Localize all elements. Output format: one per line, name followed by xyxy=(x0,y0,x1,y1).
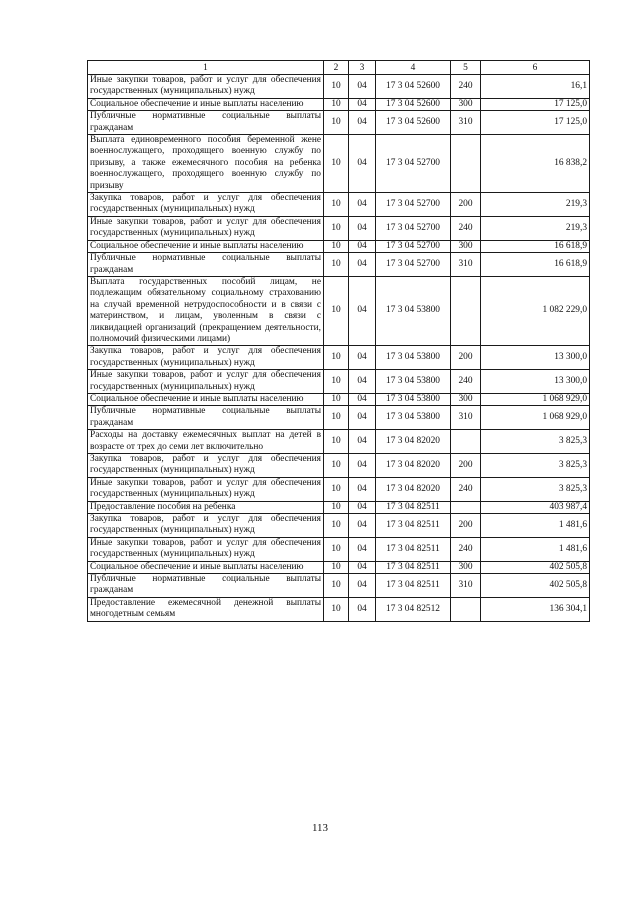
row-section: 10 xyxy=(324,276,349,345)
budget-table xyxy=(87,60,590,622)
row-section: 10 xyxy=(324,501,349,513)
row-section: 10 xyxy=(324,216,349,240)
row-name: Иные закупки товаров, работ и услуг для обеспечения государственных (муниципальных) нужд xyxy=(88,75,324,99)
row-target-article: 17 3 04 82511 xyxy=(376,574,451,598)
row-subsection: 04 xyxy=(349,514,376,538)
row-expense-type: 240 xyxy=(451,216,481,240)
row-subsection: 04 xyxy=(349,477,376,501)
row-target-article: 17 3 04 82511 xyxy=(376,561,451,573)
row-section: 10 xyxy=(324,406,349,430)
row-amount: 13 300,0 xyxy=(481,370,590,394)
row-amount: 17 125,0 xyxy=(481,111,590,135)
row-amount: 17 125,0 xyxy=(481,98,590,110)
row-expense-type xyxy=(451,430,481,454)
row-subsection: 04 xyxy=(349,561,376,573)
row-section: 10 xyxy=(324,514,349,538)
row-amount: 136 304,1 xyxy=(481,597,590,621)
row-amount: 403 987,4 xyxy=(481,501,590,513)
row-expense-type: 300 xyxy=(451,561,481,573)
row-subsection: 04 xyxy=(349,111,376,135)
row-target-article: 17 3 04 52600 xyxy=(376,111,451,135)
table-row xyxy=(88,537,590,561)
row-expense-type: 200 xyxy=(451,346,481,370)
row-section: 10 xyxy=(324,393,349,405)
row-amount: 1 481,6 xyxy=(481,537,590,561)
row-subsection: 04 xyxy=(349,406,376,430)
row-name: Иные закупки товаров, работ и услуг для обеспечения государственных (муниципальных) нужд xyxy=(88,537,324,561)
row-section: 10 xyxy=(324,370,349,394)
row-expense-type: 240 xyxy=(451,537,481,561)
row-amount: 1 068 929,0 xyxy=(481,393,590,405)
row-subsection: 04 xyxy=(349,430,376,454)
row-amount: 1 068 929,0 xyxy=(481,406,590,430)
row-amount: 1 481,6 xyxy=(481,514,590,538)
row-expense-type xyxy=(451,135,481,193)
table-row xyxy=(88,193,590,217)
row-section: 10 xyxy=(324,75,349,99)
table-row xyxy=(88,561,590,573)
table-row xyxy=(88,406,590,430)
row-name: Закупка товаров, работ и услуг для обеспечения государственных (муниципальных) нужд xyxy=(88,454,324,478)
row-name: Социальное обеспечение и иные выплаты населению xyxy=(88,393,324,405)
row-section: 10 xyxy=(324,574,349,598)
row-amount: 402 505,8 xyxy=(481,574,590,598)
row-amount: 1 082 229,0 xyxy=(481,276,590,345)
table-row xyxy=(88,393,590,405)
row-name: Публичные нормативные социальные выплаты гражданам xyxy=(88,574,324,598)
row-amount: 402 505,8 xyxy=(481,561,590,573)
row-section: 10 xyxy=(324,98,349,110)
row-target-article: 17 3 04 82512 xyxy=(376,597,451,621)
row-expense-type: 310 xyxy=(451,253,481,277)
row-target-article: 17 3 04 53800 xyxy=(376,276,451,345)
row-target-article: 17 3 04 82511 xyxy=(376,537,451,561)
row-section: 10 xyxy=(324,111,349,135)
row-section: 10 xyxy=(324,346,349,370)
row-subsection: 04 xyxy=(349,253,376,277)
row-target-article: 17 3 04 52600 xyxy=(376,75,451,99)
table-row xyxy=(88,501,590,513)
row-subsection: 04 xyxy=(349,537,376,561)
table-row xyxy=(88,597,590,621)
row-name: Иные закупки товаров, работ и услуг для обеспечения государственных (муниципальных) нужд xyxy=(88,370,324,394)
header-col-1: 1 xyxy=(88,61,324,75)
table-row xyxy=(88,98,590,110)
row-name: Закупка товаров, работ и услуг для обеспечения государственных (муниципальных) нужд xyxy=(88,346,324,370)
row-section: 10 xyxy=(324,240,349,252)
row-section: 10 xyxy=(324,477,349,501)
header-col-6: 6 xyxy=(481,61,590,75)
row-section: 10 xyxy=(324,561,349,573)
table-row xyxy=(88,216,590,240)
row-section: 10 xyxy=(324,135,349,193)
row-target-article: 17 3 04 53800 xyxy=(376,406,451,430)
row-name: Публичные нормативные социальные выплаты гражданам xyxy=(88,253,324,277)
row-name: Закупка товаров, работ и услуг для обеспечения государственных (муниципальных) нужд xyxy=(88,193,324,217)
row-subsection: 04 xyxy=(349,574,376,598)
row-name: Социальное обеспечение и иные выплаты населению xyxy=(88,98,324,110)
page-number: 113 xyxy=(311,822,329,834)
row-name: Расходы на доставку ежемесячных выплат на детей в возрасте от трех до семи лет включительно xyxy=(88,430,324,454)
row-expense-type: 300 xyxy=(451,393,481,405)
row-target-article: 17 3 04 52700 xyxy=(376,240,451,252)
table-row xyxy=(88,346,590,370)
header-col-4: 4 xyxy=(376,61,451,75)
row-subsection: 04 xyxy=(349,393,376,405)
row-expense-type: 200 xyxy=(451,514,481,538)
row-expense-type: 200 xyxy=(451,454,481,478)
row-subsection: 04 xyxy=(349,346,376,370)
table-row xyxy=(88,574,590,598)
table-row xyxy=(88,477,590,501)
row-expense-type: 240 xyxy=(451,477,481,501)
row-amount: 16 838,2 xyxy=(481,135,590,193)
row-name: Публичные нормативные социальные выплаты гражданам xyxy=(88,111,324,135)
row-subsection: 04 xyxy=(349,276,376,345)
row-amount: 13 300,0 xyxy=(481,346,590,370)
row-section: 10 xyxy=(324,253,349,277)
row-section: 10 xyxy=(324,430,349,454)
row-name: Выплата единовременного пособия беременной жене военнослужащего, проходящего военную службу по призыву, а также ежемесячного пособия на ребенка военнослужащего, проходящего военную службу по призыву xyxy=(88,135,324,193)
row-expense-type xyxy=(451,501,481,513)
table-row xyxy=(88,430,590,454)
row-expense-type: 300 xyxy=(451,98,481,110)
table-row xyxy=(88,111,590,135)
table-row xyxy=(88,135,590,193)
row-target-article: 17 3 04 82020 xyxy=(376,430,451,454)
row-name: Предоставление пособия на ребенка xyxy=(88,501,324,513)
table-header-row xyxy=(88,61,590,75)
row-target-article: 17 3 04 82020 xyxy=(376,477,451,501)
row-target-article: 17 3 04 82511 xyxy=(376,501,451,513)
row-amount: 16 618,9 xyxy=(481,240,590,252)
row-target-article: 17 3 04 53800 xyxy=(376,393,451,405)
row-subsection: 04 xyxy=(349,501,376,513)
row-amount: 16 618,9 xyxy=(481,253,590,277)
row-name: Иные закупки товаров, работ и услуг для обеспечения государственных (муниципальных) нужд xyxy=(88,216,324,240)
row-target-article: 17 3 04 53800 xyxy=(376,370,451,394)
row-subsection: 04 xyxy=(349,193,376,217)
row-target-article: 17 3 04 52700 xyxy=(376,193,451,217)
row-section: 10 xyxy=(324,454,349,478)
table-row xyxy=(88,240,590,252)
row-target-article: 17 3 04 52600 xyxy=(376,98,451,110)
row-subsection: 04 xyxy=(349,597,376,621)
row-name: Социальное обеспечение и иные выплаты населению xyxy=(88,561,324,573)
row-section: 10 xyxy=(324,193,349,217)
row-expense-type: 300 xyxy=(451,240,481,252)
row-name: Иные закупки товаров, работ и услуг для обеспечения государственных (муниципальных) нужд xyxy=(88,477,324,501)
row-subsection: 04 xyxy=(349,98,376,110)
table-row xyxy=(88,75,590,99)
row-expense-type: 200 xyxy=(451,193,481,217)
header-col-5: 5 xyxy=(451,61,481,75)
row-amount: 16,1 xyxy=(481,75,590,99)
row-target-article: 17 3 04 82020 xyxy=(376,454,451,478)
row-expense-type: 240 xyxy=(451,75,481,99)
row-subsection: 04 xyxy=(349,75,376,99)
row-section: 10 xyxy=(324,597,349,621)
header-col-3: 3 xyxy=(349,61,376,75)
table-row xyxy=(88,276,590,345)
row-name: Выплата государственных пособий лицам, не подлежащим обязательному социальному страхованию на случай временной нетрудоспособности и в связи с материнством, и лицам, уволенным в связи с ликвидацией организаций (прекращением деятельности, полномочий физическими лицами) xyxy=(88,276,324,345)
row-expense-type: 310 xyxy=(451,406,481,430)
row-section: 10 xyxy=(324,537,349,561)
table-row xyxy=(88,253,590,277)
row-subsection: 04 xyxy=(349,454,376,478)
row-subsection: 04 xyxy=(349,370,376,394)
row-target-article: 17 3 04 52700 xyxy=(376,135,451,193)
row-expense-type: 310 xyxy=(451,111,481,135)
row-subsection: 04 xyxy=(349,240,376,252)
row-name: Публичные нормативные социальные выплаты гражданам xyxy=(88,406,324,430)
row-target-article: 17 3 04 82511 xyxy=(376,514,451,538)
row-expense-type: 240 xyxy=(451,370,481,394)
row-amount: 219,3 xyxy=(481,193,590,217)
row-name: Социальное обеспечение и иные выплаты населению xyxy=(88,240,324,252)
row-amount: 3 825,3 xyxy=(481,430,590,454)
row-subsection: 04 xyxy=(349,216,376,240)
table-row xyxy=(88,370,590,394)
row-name: Закупка товаров, работ и услуг для обеспечения государственных (муниципальных) нужд xyxy=(88,514,324,538)
table-row xyxy=(88,454,590,478)
row-expense-type: 310 xyxy=(451,574,481,598)
header-col-2: 2 xyxy=(324,61,349,75)
row-name: Предоставление ежемесячной денежной выплаты многодетным семьям xyxy=(88,597,324,621)
row-amount: 3 825,3 xyxy=(481,477,590,501)
row-expense-type xyxy=(451,597,481,621)
table-row xyxy=(88,514,590,538)
row-expense-type xyxy=(451,276,481,345)
row-target-article: 17 3 04 52700 xyxy=(376,216,451,240)
row-subsection: 04 xyxy=(349,135,376,193)
row-target-article: 17 3 04 53800 xyxy=(376,346,451,370)
row-target-article: 17 3 04 52700 xyxy=(376,253,451,277)
row-amount: 3 825,3 xyxy=(481,454,590,478)
row-amount: 219,3 xyxy=(481,216,590,240)
